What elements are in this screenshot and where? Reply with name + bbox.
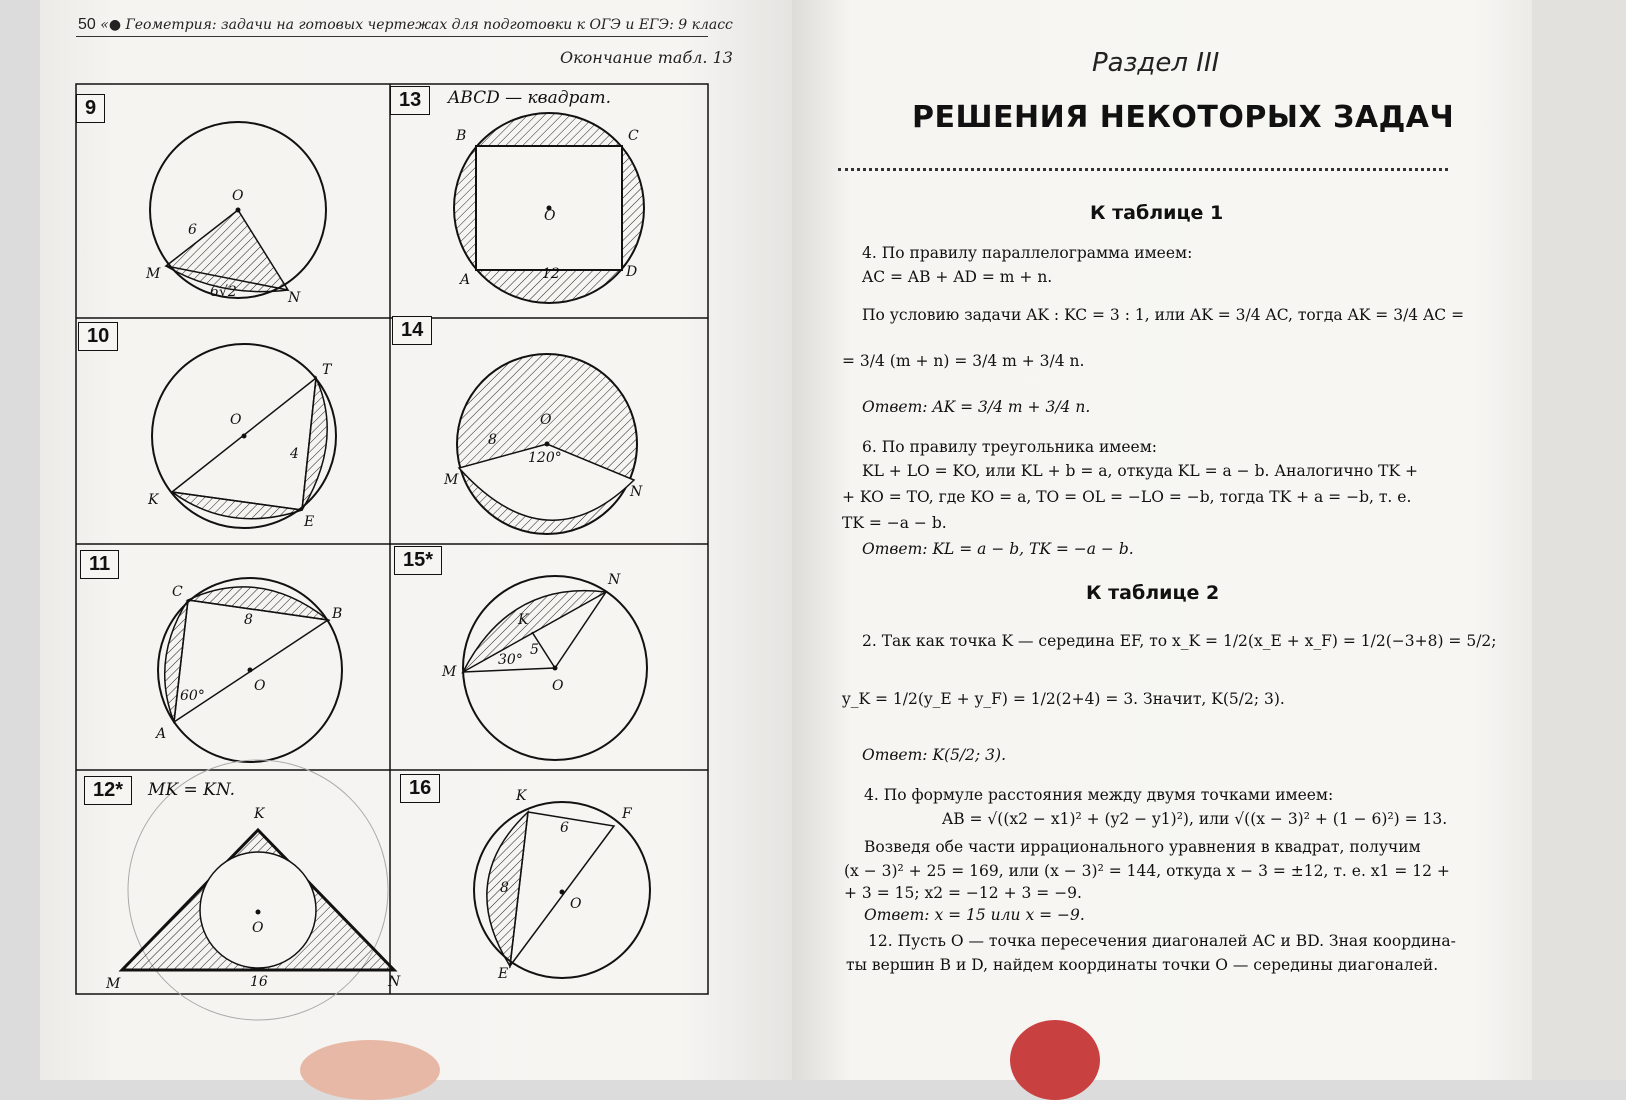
label-16-k: K xyxy=(516,788,527,804)
cell-note-12: MK = KN. xyxy=(148,780,236,800)
cell-note-13: ABCD — квадрат. xyxy=(448,88,612,108)
label-9-o: O xyxy=(232,188,244,204)
label-9-m: M xyxy=(146,266,161,282)
label-14-n: N xyxy=(630,484,643,500)
label-16-e: E xyxy=(498,966,509,982)
label-10-t: T xyxy=(322,362,332,378)
label-14-8: 8 xyxy=(488,432,497,448)
answer-line: Ответ: K(5/2; 3). xyxy=(862,746,1007,764)
cell-number-14: 14 xyxy=(392,316,432,345)
label-15-n: N xyxy=(608,572,621,588)
cell-number-10: 10 xyxy=(78,322,118,351)
label-16-6: 6 xyxy=(560,820,569,836)
cell-number-12: 12* xyxy=(84,776,132,805)
label-15-5: 5 xyxy=(530,642,539,658)
label-15-o: O xyxy=(552,678,564,694)
figure-10 xyxy=(152,344,336,528)
cell-number-13: 13 xyxy=(390,86,430,115)
label-16-f: F xyxy=(622,806,632,822)
label-11-60: 60° xyxy=(180,688,205,704)
solution-line: ты вершин B и D, найдем координаты точки O — середины диагоналей. xyxy=(846,956,1439,974)
right-page xyxy=(792,0,1532,1080)
continuation-note: Окончание табл. 13 xyxy=(560,48,733,67)
label-13-d: D xyxy=(626,264,638,280)
label-13-12: 12 xyxy=(542,266,560,282)
label-11-a: A xyxy=(156,726,167,742)
label-13-c: C xyxy=(628,128,639,144)
figures-table xyxy=(40,0,792,1080)
label-9-6: 6 xyxy=(188,222,197,238)
label-16-8: 8 xyxy=(500,880,509,896)
solution-line: 4. По правилу параллелограмма имеем: xyxy=(862,244,1193,262)
label-12-k: K xyxy=(254,806,265,822)
page-number: 50 xyxy=(78,16,96,33)
label-12-o: O xyxy=(252,920,264,936)
label-9-n: N xyxy=(288,290,301,306)
label-16-o: O xyxy=(570,896,582,912)
label-14-m: M xyxy=(444,472,459,488)
cell-number-16: 16 xyxy=(400,774,440,803)
cell-number-11: 11 xyxy=(80,550,119,579)
dotted-divider xyxy=(838,168,1448,171)
running-head-ornament: «● xyxy=(100,17,126,33)
label-15-k: K xyxy=(518,612,529,628)
figure-9 xyxy=(150,122,326,298)
solution-line: = 3/4 (m + n) = 3/4 m + 3/4 n. xyxy=(842,352,1085,370)
figure-11 xyxy=(158,578,342,762)
solution-line: По условию задачи AK : KC = 3 : 1, или AK = 3/4 AC, тогда AK = 3/4 AC = xyxy=(862,306,1465,324)
label-12-16: 16 xyxy=(250,974,268,990)
section-title: Раздел III xyxy=(1092,48,1220,78)
label-13-a: A xyxy=(460,272,471,288)
label-15-m: M xyxy=(442,664,457,680)
page-edges xyxy=(1532,0,1626,1080)
solution-line: 2. Так как точка K — середина EF, то x_K = 1/2(x_E + x_F) = 1/2(−3+8) = 5/2; xyxy=(862,632,1497,650)
label-13-b: B xyxy=(456,128,467,144)
answer-line: Ответ: x = 15 или x = −9. xyxy=(864,906,1085,924)
solution-line: 6. По правилу треугольника имеем: xyxy=(862,438,1157,456)
label-9-6sqrt2: 6√2 xyxy=(210,284,237,300)
solution-line: + 3 = 15; x2 = −12 + 3 = −9. xyxy=(844,884,1082,902)
figure-15 xyxy=(463,576,647,760)
label-11-c: C xyxy=(172,584,183,600)
figure-14 xyxy=(457,354,637,534)
running-head-text: Геометрия: задачи на готовых чертежах для подготовки к ОГЭ и ЕГЭ: 9 класс xyxy=(125,17,733,33)
label-12-n: N xyxy=(388,974,401,990)
solution-line: y_K = 1/2(y_E + y_F) = 1/2(2+4) = 3. Значит, K(5/2; 3). xyxy=(842,690,1285,708)
fingertip-left xyxy=(300,1040,440,1100)
label-11-o: O xyxy=(254,678,266,694)
solution-line: + KO = TO, где KO = a, TO = OL = −LO = −b, тогда TK + a = −b, т. е. xyxy=(842,488,1412,506)
label-12-m: M xyxy=(106,976,121,992)
label-14-o: O xyxy=(540,412,552,428)
label-14-120: 120° xyxy=(528,450,562,466)
answer-line: Ответ: KL = a − b, TK = −a − b. xyxy=(862,540,1134,558)
solution-line: TK = −a − b. xyxy=(842,514,947,532)
chapter-title: РЕШЕНИЯ НЕКОТОРЫХ ЗАДАЧ xyxy=(912,100,1455,135)
fingertip-right xyxy=(1010,1020,1100,1100)
label-10-4: 4 xyxy=(290,446,299,462)
label-11-b: B xyxy=(332,606,343,622)
solution-line: KL + LO = KO, или KL + b = a, откуда KL = a − b. Аналогично TK + xyxy=(862,462,1418,480)
heading-table-1: К таблице 1 xyxy=(1090,202,1224,224)
label-15-30: 30° xyxy=(498,652,523,668)
answer-line: Ответ: AK = 3/4 m + 3/4 n. xyxy=(862,398,1091,416)
solution-line: AC = AB + AD = m + n. xyxy=(862,268,1053,286)
solution-line: 12. Пусть O — точка пересечения диагоналей AC и BD. Зная координа- xyxy=(868,932,1456,950)
heading-table-2: К таблице 2 xyxy=(1086,582,1220,604)
solution-line: AB = √((x2 − x1)² + (y2 − y1)²), или √((x − 3)² + (1 − 6)²) = 13. xyxy=(942,810,1448,828)
label-10-e: E xyxy=(304,514,315,530)
label-11-8: 8 xyxy=(244,612,253,628)
left-page xyxy=(40,0,792,1080)
solution-line: Возведя обе части иррационального уравнения в квадрат, получим xyxy=(864,838,1421,856)
solution-line: (x − 3)² + 25 = 169, или (x − 3)² = 144, откуда x − 3 = ±12, т. е. x1 = 12 + xyxy=(844,862,1450,880)
label-10-o: O xyxy=(230,412,242,428)
label-13-o: O xyxy=(544,208,556,224)
cell-number-9: 9 xyxy=(76,94,105,123)
cell-number-15: 15* xyxy=(394,546,442,575)
solution-line: 4. По формуле расстояния между двумя точками имеем: xyxy=(864,786,1334,804)
label-10-k: K xyxy=(148,492,159,508)
